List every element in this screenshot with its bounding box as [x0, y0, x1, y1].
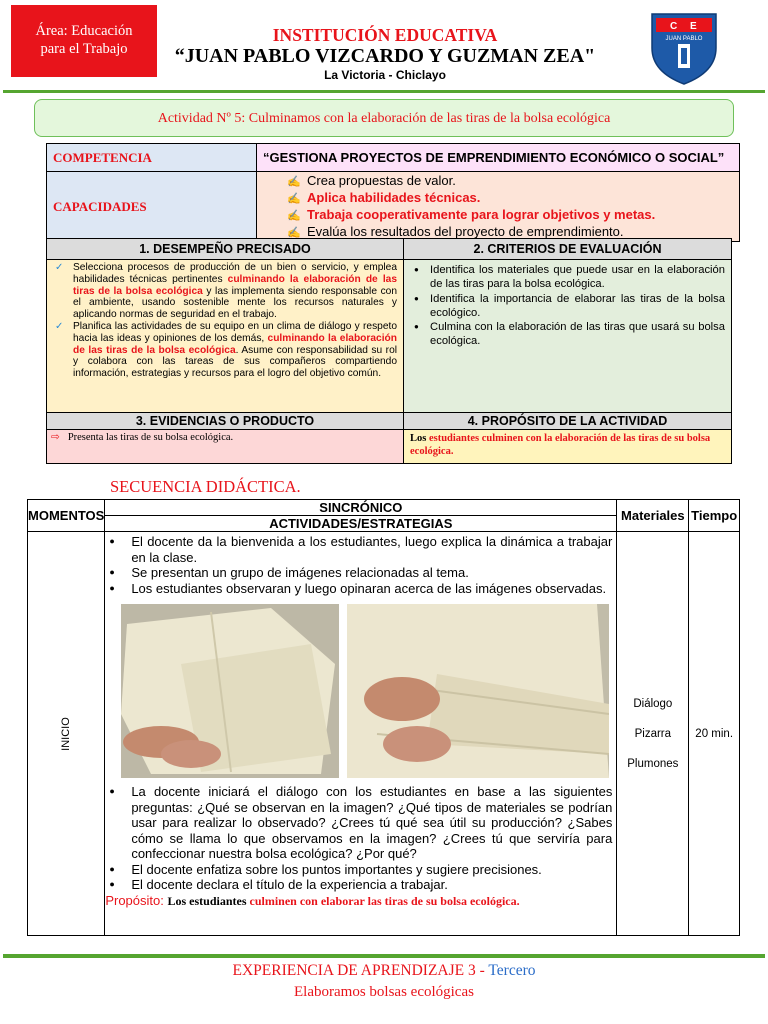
- proposito-goal: culminen con elaborar las tiras de su bolsa ecológica.: [249, 893, 520, 908]
- desempeno-content: [47, 260, 404, 413]
- activity-title: Actividad Nº 5: Culminamos con la elaboración de las tiras de la bolsa ecológica: [34, 99, 734, 137]
- evidencias-header: 3. EVIDENCIAS O PRODUCTO: [47, 413, 404, 430]
- tiempo-cell: 20 min.: [689, 532, 740, 936]
- evidencias-text: Presenta las tiras de su bolsa ecológica.: [67, 432, 234, 443]
- proposito-line: [105, 893, 612, 909]
- desempeno-text: Planifica las actividades de su equipo en un clima de diálogo y respeto hacia las ideas y opiniones de los demás,: [73, 320, 397, 344]
- footer-experience: [0, 962, 768, 980]
- proposito-label: Propósito:: [105, 892, 164, 908]
- school-name: “JUAN PABLO VIZCARDO Y GUZMAN ZEA": [174, 45, 596, 67]
- area-badge: [11, 5, 157, 77]
- actividad-bullet: ● Los estudiantes observaran y luego opinaran acerca de las imágenes observadas.: [105, 581, 612, 597]
- proposito-lead: Los estudiantes: [167, 893, 250, 908]
- school-location: La Victoria - Chiclayo: [324, 68, 446, 82]
- criterios-content: [404, 260, 732, 413]
- actividad-bullet: ● Se presentan un grupo de imágenes relacionadas al tema.: [105, 565, 612, 581]
- col-actividades: ACTIVIDADES/ESTRATEGIAS: [105, 516, 617, 532]
- area-line-2: para el Trabajo: [40, 41, 128, 57]
- header-divider: [3, 90, 765, 93]
- desempeno-text: y las implementa siendo responsable con el ambiente, usando sostenible mente los recursos naturales y aplicando normas de seguridad en el trabajo.: [73, 285, 397, 321]
- desempeno-table: [46, 238, 732, 464]
- school-crest-logo: [648, 8, 720, 86]
- momento-cell: [28, 532, 105, 936]
- material-item: Pizarra: [634, 727, 672, 740]
- proposito-text: estudiantes culminen con la elaboración de las tiras de su bolsa ecológica.: [410, 433, 711, 457]
- desempeno-text: . Asume con responsabilidad su rol y colabora con las tareas de sus compañeros compartiendo información, estrategias y recursos para el logro del objetivo común.: [73, 344, 397, 380]
- footer-grade: Tercero: [488, 962, 536, 979]
- photo-cloth-folding-1: [121, 604, 339, 778]
- desempeno-item: [55, 321, 397, 380]
- actividad-bullet: ● El docente da la bienvenida a los estudiantes, luego explica la dinámica a trabajar en la clase.: [105, 534, 612, 565]
- capacidad-item: ✍ Trabaja cooperativamente para lograr objetivos y metas.: [287, 207, 739, 224]
- competencia-value: “GESTIONA PROYECTOS DE EMPRENDIMIENTO ECONÓMICO O SOCIAL”: [257, 144, 740, 172]
- capacidad-item: ✍ Aplica habilidades técnicas.: [287, 190, 739, 207]
- crest-letter-e: E: [690, 21, 697, 32]
- secuencia-title: SECUENCIA DIDÁCTICA.: [110, 477, 301, 496]
- proposito-content: [404, 430, 732, 464]
- criterio-item: ● Identifica la importancia de elaborar las tiras de la bolsa ecológico.: [414, 292, 725, 321]
- materiales-cell: [617, 532, 689, 936]
- criterios-header: 2. CRITERIOS DE EVALUACIÓN: [404, 239, 732, 260]
- footer-subtitle: Elaboramos bolsas ecológicas: [294, 984, 474, 1000]
- material-item: Diálogo: [633, 697, 673, 710]
- proposito-prefix: Los: [410, 433, 429, 444]
- crest-text: JUAN PABLO: [665, 36, 703, 42]
- criterio-item: ● Culmina con la elaboración de las tiras que usará su bolsa ecológica.: [414, 320, 725, 349]
- actividades-cell: [105, 532, 617, 936]
- photo-cloth-folding-2: [347, 604, 609, 778]
- actividad-bullet: ● El docente enfatiza sobre los puntos importantes y sugiere precisiones.: [105, 862, 612, 878]
- capacidades-label: CAPACIDADES: [47, 172, 257, 242]
- capacidad-item: ✍ Crea propuestas de valor.: [287, 173, 739, 190]
- col-tiempo: Tiempo: [689, 500, 740, 532]
- col-momentos: MOMENTOS: [28, 500, 105, 532]
- momento-label: INICIO: [60, 716, 73, 751]
- desempeno-highlight: culminando la elaboración de las tiras de la bolsa ecológica: [73, 273, 397, 297]
- capacidad-item: ✍ Evalúa los resultados del proyecto de emprendimiento.: [287, 224, 739, 241]
- evidencias-content: [47, 430, 404, 464]
- desempeno-item: [55, 262, 397, 321]
- competencia-label: COMPETENCIA: [47, 144, 257, 172]
- material-item: Plumones: [627, 757, 679, 770]
- desempeno-highlight: culminando la elaboración de las tiras de la bolsa ecológica: [73, 332, 397, 356]
- secuencia-table: [27, 499, 740, 936]
- images-row: [105, 602, 612, 778]
- crest-letter-c: C: [670, 21, 678, 32]
- institution-title: INSTITUCIÓN EDUCATIVA: [272, 25, 498, 45]
- desempeno-text: Selecciona procesos de producción de un bien o servicio, y emplea habilidades técnicas pertinentes: [73, 262, 397, 285]
- criterio-item: ● Identifica los materiales que puede usar en la elaboración de las tiras para la bolsa ecológica.: [414, 263, 725, 292]
- footer-divider: [3, 954, 765, 958]
- desempeno-header: 1. DESEMPEÑO PRECISADO: [47, 239, 404, 260]
- competencia-table: [46, 143, 740, 242]
- col-materiales: Materiales: [617, 500, 689, 532]
- footer-experience-text: EXPERIENCIA DE APRENDIZAJE 3 -: [232, 962, 489, 979]
- actividad-bullet: ● La docente iniciará el diálogo con los estudiantes en base a las siguientes preguntas: ¿Qué se observan en la imagen? ¿Qué tipos de materiales se podrían usar para realizar lo observado? ¿Crees tú qué sea útil su producción? ¿Sabes cómo se llama lo que observamos en la imagen? ¿Crees tú que serviría para confeccionar nuestra bolsa ecológica? ¿Por qué?: [105, 784, 612, 862]
- area-line-1: Área: Educación: [35, 23, 133, 39]
- proposito-header: 4. PROPÓSITO DE LA ACTIVIDAD: [404, 413, 732, 430]
- arrow-right-icon: ⇨: [51, 432, 60, 443]
- capacidades-list: [257, 172, 740, 242]
- actividad-bullet: ● El docente declara el título de la experiencia a trabajar.: [105, 877, 612, 893]
- col-sincronico: SINCRÓNICO: [105, 500, 617, 516]
